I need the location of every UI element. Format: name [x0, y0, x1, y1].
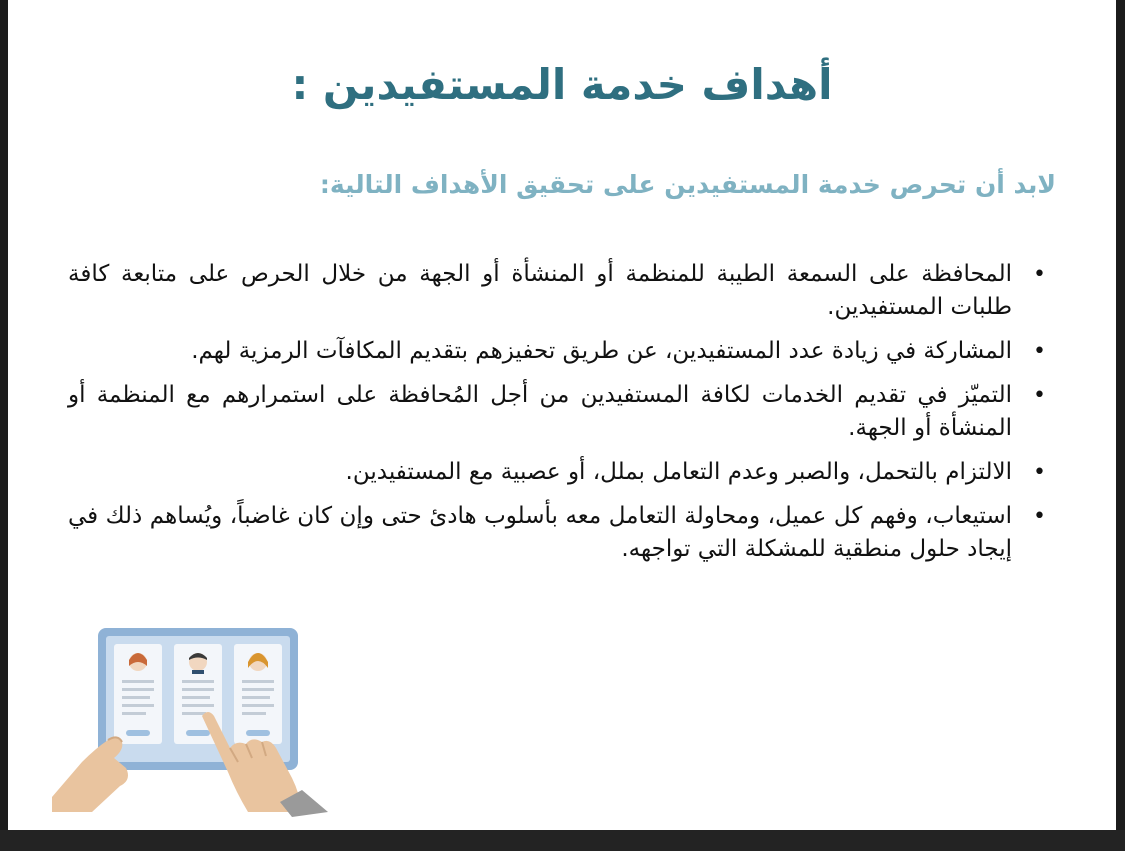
- bullet-icon: •: [1033, 504, 1046, 529]
- list-item-text: استيعاب، وفهم كل عميل، ومحاولة التعامل معه بأسلوب هادئ حتى وإن كان غاضباً، ويُساهم ذلك في إيجاد حلول منطقية للمشكلة التي تواجهه.: [68, 503, 1012, 562]
- left-hand: [52, 737, 128, 812]
- list-item: [68, 500, 1058, 566]
- list-item-text: الالتزام بالتحمل، والصبر وعدم التعامل بملل، أو عصبية مع المستفيدين.: [345, 459, 1012, 485]
- document-page: [8, 0, 1116, 830]
- goals-list: [68, 258, 1058, 577]
- bullet-icon: •: [1033, 339, 1046, 364]
- list-item: [68, 456, 1058, 489]
- tablet-profile-cards-icon: [52, 622, 342, 817]
- list-item-text: المشاركة في زيادة عدد المستفيدين، عن طريق تحفيزهم بتقديم المكافآت الرمزية لهم.: [191, 338, 1012, 364]
- bullet-icon: •: [1033, 383, 1046, 408]
- list-item: [68, 258, 1058, 324]
- bullet-icon: •: [1033, 460, 1046, 485]
- list-item-text: المحافظة على السمعة الطيبة للمنظمة أو المنشأة أو الجهة من خلال الحرص على متابعة كافة طلبات المستفيدين.: [68, 261, 1012, 320]
- bottom-bar: [0, 830, 1125, 851]
- profile-card: [234, 644, 282, 744]
- list-item-text: التميّز في تقديم الخدمات لكافة المستفيدين من أجل المُحافظة على استمرارهم مع المنظمة أو المنشأة أو الجهة.: [68, 382, 1012, 441]
- list-item: [68, 379, 1058, 445]
- bullet-icon: •: [1033, 262, 1046, 287]
- page-subtitle: لابد أن تحرص خدمة المستفيدين على تحقيق الأهداف التالية:: [319, 170, 1056, 199]
- page-title: أهداف خدمة المستفيدين :: [291, 60, 833, 109]
- profile-card: [114, 644, 162, 744]
- list-item: [68, 335, 1058, 368]
